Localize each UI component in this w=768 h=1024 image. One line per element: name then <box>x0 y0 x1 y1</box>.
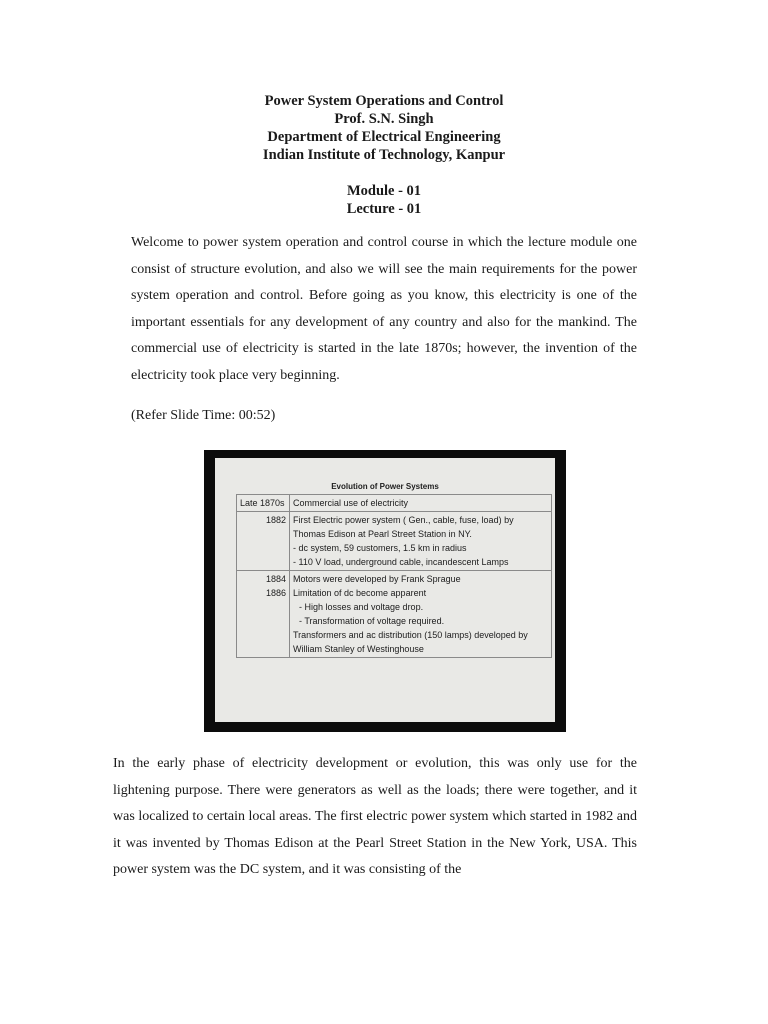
slide-reference: (Refer Slide Time: 00:52) <box>131 408 276 423</box>
slide-year: Late 1870s <box>240 498 285 508</box>
slide-year: 1886 <box>265 588 286 598</box>
header-spacer <box>0 164 768 182</box>
slide-year: 1884 <box>265 574 286 584</box>
body-paragraph: In the early phase of electricity development or evolution, this was only use for the lightening purpose. There were generators as well as the loads; there were together, and it was localized to certain local areas. The first electric power system which started in 1982 and it was invented by Thomas Edison at the Pearl Street Station in the New York, USA. This power system was the DC system, and it was consisting of the <box>113 756 637 878</box>
slide-year-cell <box>237 495 290 512</box>
slide-table-row <box>237 495 552 512</box>
slide-year-cell <box>237 512 290 571</box>
slide-year-cell <box>237 571 290 658</box>
slide-event-cell <box>290 495 552 512</box>
slide-event-line: - High losses and voltage drop. <box>299 602 424 612</box>
slide-year: 1882 <box>265 515 286 525</box>
slide-event-line: - 110 V load, underground cable, incandescent Lamps <box>293 557 509 567</box>
lecture-label: Lecture - 01 <box>346 201 422 217</box>
slide-event-cell <box>290 571 552 658</box>
slide-title: Evolution of Power Systems <box>331 482 439 491</box>
document-header <box>0 92 768 218</box>
slide-table-row <box>237 571 552 658</box>
department-name: Department of Electrical Engineering <box>267 129 501 145</box>
module-label: Module - 01 <box>346 183 422 199</box>
slide-event-line: Motors were developed by Frank Sprague <box>293 574 461 584</box>
slide-table-row <box>237 512 552 571</box>
institute-name: Indian Institute of Technology, Kanpur <box>262 147 506 163</box>
slide-content <box>215 458 555 722</box>
slide-event-line: - dc system, 59 customers, 1.5 km in radius <box>293 543 467 553</box>
slide-event-cell <box>290 512 552 571</box>
professor-name: Prof. S.N. Singh <box>334 111 434 127</box>
slide-event-line: First Electric power system ( Gen., cable, fuse, load) by Thomas Edison at Pearl Street Station in NY. <box>293 515 514 539</box>
slide-event-line: Limitation of dc become apparent <box>293 588 427 598</box>
course-title: Power System Operations and Control <box>264 93 504 109</box>
slide-event-line: Commercial use of electricity <box>293 498 409 508</box>
slide-event-line: Transformers and ac distribution (150 lamps) developed by William Stanley of Westinghouse <box>293 630 528 654</box>
slide-table <box>236 494 552 658</box>
intro-paragraph: Welcome to power system operation and control course in which the lecture module one consist of structure evolution, and also we will see the main requirements for the power system operation and control. Before going as you know, this electricity is one of the important essentials for any development of any country and also for the mankind. The commercial use of electricity is started in the late 1870s; however, the invention of the electricity took place very beginning. <box>131 235 637 383</box>
slide-image <box>204 450 566 732</box>
slide-event-line: - Transformation of voltage required. <box>299 616 445 626</box>
